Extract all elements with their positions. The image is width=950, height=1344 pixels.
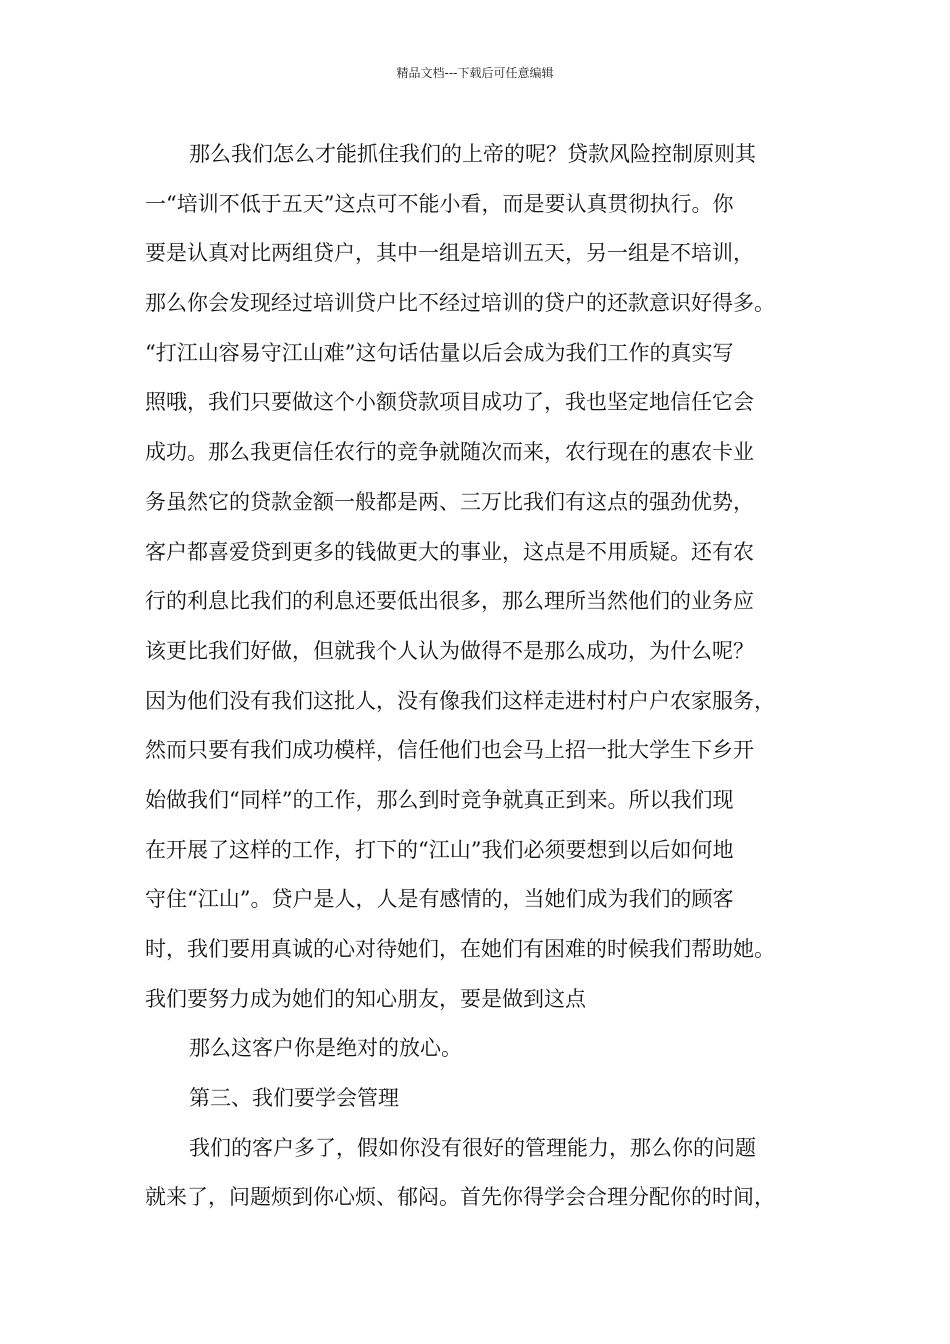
- text-line: 那么我们怎么才能抓住我们的上帝的呢？贷款风险控制原则其: [189, 142, 756, 166]
- text-line: 就来了，问题烦到你心烦、郁闷。首先你得学会合理分配你的时间，: [145, 1185, 775, 1210]
- text-line: 该更比我们好做，但就我个人认为做得不是那么成功，为什么呢？: [145, 638, 754, 663]
- text-line: 第三、我们要学会管理: [189, 1086, 399, 1111]
- text-line: 要是认真对比两组贷户，其中一组是培训五天，另一组是不培训，: [145, 241, 754, 266]
- text-line: “打江山容易守江山难”这句话估量以后会成为我们工作的真实写: [145, 340, 734, 365]
- text-line: 客户都喜爱贷到更多的钱做更大的事业，这点是不用质疑。还有农: [145, 539, 754, 564]
- text-line: 守住“江山”。贷户是人，人是有感情的，当她们成为我们的顾客: [145, 887, 734, 912]
- text-line: 那么这客户你是绝对的放心。: [189, 1036, 462, 1061]
- text-line: 然而只要有我们成功模样，信任他们也会马上招一批大学生下乡开: [145, 738, 754, 763]
- text-line: 时，我们要用真诚的心对待她们，在她们有困难的时候我们帮助她。: [145, 937, 775, 961]
- text-line: 行的利息比我们的利息还要低出很多，那么理所当然他们的业务应: [145, 589, 754, 614]
- text-line: 照哦，我们只要做这个小额贷款项目成功了，我也坚定地信任它会: [145, 390, 754, 415]
- text-line: 务虽然它的贷款金额一般都是两、三万比我们有这点的强劲优势，: [145, 489, 754, 514]
- page-header: 精品文档---下载后可任意编辑: [396, 66, 554, 80]
- text-line: 始做我们“同样”的工作，那么到时竞争就真正到来。所以我们现: [145, 787, 734, 812]
- text-line: 因为他们没有我们这批人，没有像我们这样走进村村户户农家服务，: [145, 688, 775, 713]
- text-line: 一“培训不低于五天”这点可不能小看，而是要认真贯彻执行。你: [145, 191, 734, 216]
- text-line: 那么你会发现经过培训贷户比不经过培训的贷户的还款意识好得多。: [145, 291, 775, 316]
- text-line: 我们的客户多了，假如你没有很好的管理能力，那么你的问题: [189, 1135, 756, 1160]
- text-line: 在开展了这样的工作，打下的“江山”我们必须要想到以后如何地: [145, 837, 734, 862]
- text-line: 我们要努力成为她们的知心朋友，要是做到这点: [145, 986, 586, 1011]
- body-text: [145, 130, 825, 1223]
- text-line: 成功。那么我更信任农行的竞争就随次而来，农行现在的惠农卡业: [145, 440, 754, 465]
